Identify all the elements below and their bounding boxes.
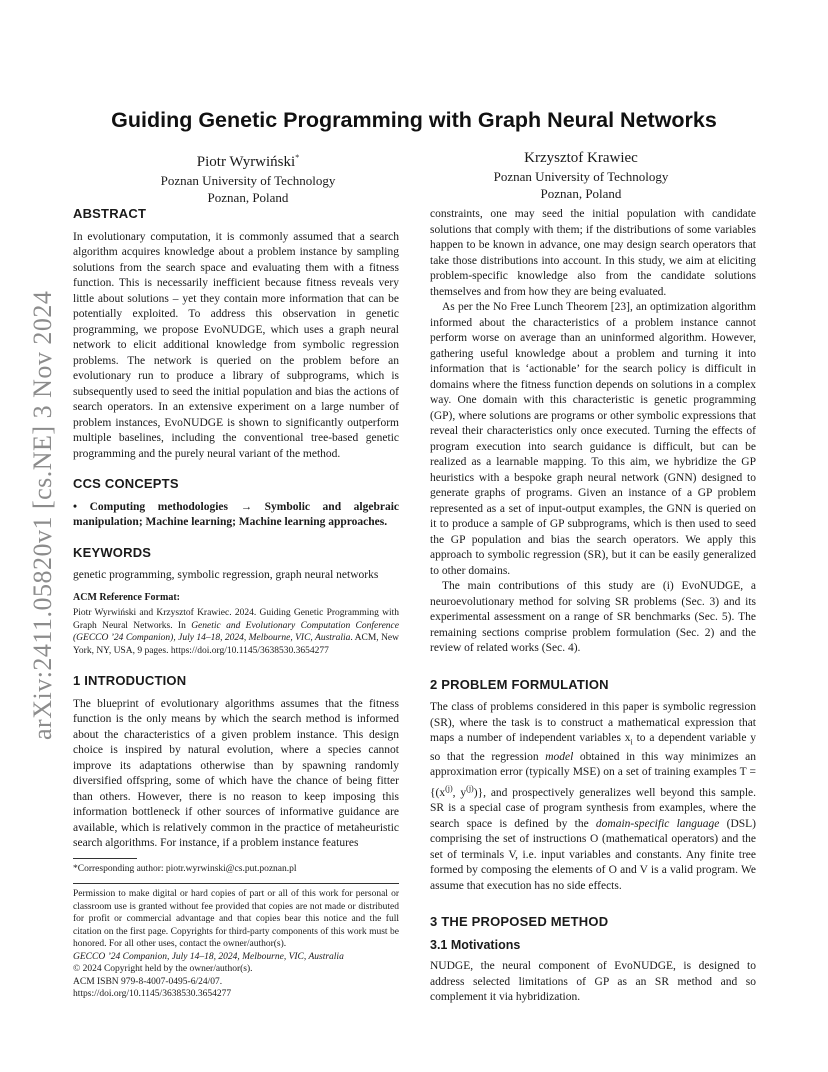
motivations-heading: 3.1 Motivations [430,937,521,952]
introduction-text: The blueprint of evolutionary algorithms assumes that the fitness function is the only means by which the search method is informed about the characteristics of a given problem instance. This design choice is inspired by natural evolution, where a species cannot improve its adaptations otherwise than by spawning randomly diversified offspring, some of which have the chance of being fitter than others. However, there is no reason to keep imposing this information bottleneck if other sources of informative guidance are available, which is relatively common in the practice of metaheuristic search algorithms. For instance, if a problem instance features [73,697,399,849]
ccs-text: • Computing methodologies → Symbolic and algebraic manipulation; Machine learning; Machine learning approaches. [73,500,399,528]
keywords-text: genetic programming, symbolic regression, graph neural networks [73,569,379,581]
permission-rule [73,883,399,884]
author-block-1 [98,148,398,206]
author-name: Krzysztof Krawiec [524,150,638,166]
permission-notice: Permission to make digital or hard copies of part or all of this work for personal or classroom use is granted without fee provided that copies are not made or distributed for profit or commercial advantage and that copies bear this notice and the full citation on the first page. Copyrights for third-party components of this work must be honored. For all other uses, contact the owner/author(s). [73,889,399,949]
problem-formulation-text: The class of problems considered in this paper is symbolic regression (SR), where the task is to construct a mathematical expression that maps a number of independent variables $x_i$ to a dependent variable y so that the regression model obtained in this way minimizes an approximation error (typically MSE) on a set of training examples $T = \{(x^{(j)}$, $y^{(j)}$)}, and prospectively generalizes well beyond this sample. SR is a special case of program synthesis from examples, where the search space is defined by the domain-specific language (DSL) comprising the set of instructions O (mathematical operators) and the set of terminals V, i.e. input variables and constants. Any finite tree formed by composing the elements of O and V is a valid program. We assume that execution has no side effects. [430,701,757,892]
author-location: Poznan, Poland [540,186,622,201]
author-name: Piotr Wyrwiński* [196,153,300,170]
abstract-text: In evolutionary computation, it is commonly assumed that a search algorithm acquires knowledge about a problem instance by sampling solutions from the search space and evaluating them with a fitness function. This is necessarily inefficient because fitness reveals very little about solutions – yet they contain more information that can be potentially exploited. To address this observation in genetic programming, we propose EvoNUDGE, which uses a graph neural network to elicit additional knowledge from symbolic regression problems. The network is queried on the problem before an evolutionary run to produce a library of subprograms, which is subsequently used to seed the initial population and bias the actions of search operators. In an extensive experiment on a large number of problem instances, EvoNUDGE is shown to significantly outperform multiple baselines, including the conventional tree-based genetic programming and the purely neural variant of the method. [73,230,399,460]
author-location: Poznan, Poland [207,190,289,205]
keywords-heading: KEYWORDS [73,544,152,560]
intro-continued-paragraph: constraints, one may seed the initial population with candidate solutions that comply with them; if the distributions of some variables happen to be known in advance, one may design search operators that take those distributions into account. In this study, we aim at eliciting problem-specific knowledge also from the candidate solutions themselves and from how they are being evaluated. [430,208,756,298]
conference-note: GECCO ’24 Companion, July 14–18, 2024, Melbourne, VIC, Australia [73,951,344,962]
left-column [73,206,399,1001]
acm-reference [73,590,399,658]
acm-reference-text: Piotr Wyrwiński and Krzysztof Krawiec. 2024. Guiding Genetic Programming with Graph Neural Networks. In Genetic and Evolutionary Computation Conference (GECCO ’24 Companion), July 14–18, 2024, Melbourne, VIC, Australia. ACM, New York, NY, USA, 9 pages. https://doi.org/10.1145/3638530.3654277 [73,608,400,656]
doi-note: https://doi.org/10.1145/3638530.3654277 [73,989,232,999]
author-affiliation: Poznan University of Technology [493,169,669,184]
corresponding-author-note: *Corresponding author: piotr.wyrwinski@cs.put.poznan.pl [73,863,297,874]
footnote-rule [73,858,137,859]
author-affiliation: Poznan University of Technology [160,173,336,188]
intro-paragraph-2: As per the No Free Lunch Theorem [23], an optimization algorithm informed about the characteristics of a problem instance cannot perform worse on average than an uninformed algorithm. However, gathering useful knowledge about a problem and turning it into information that is ‘actionable’ for the search policy is difficult in domains where the fitness function depends on solutions in a complex way. One domain with this characteristic is genetic programming (GP), where solutions are programs or other symbolic expressions that reveal their characteristics only once executed. Turning the effects of program execution into search guidance is difficult, but can be realized as a learnable mapping. To this aim, we hybridize the GP heuristics with a bespoke graph neural network (GNN) designed to generate graphs of programs. Given an instance of a GP problem represented as a set of input-output examples, the GNN is queried on it to produce a sample of GP subprograms, which is then used to seed the GP population and bias the search operators. We apply this approach to symbolic regression (SR), but it can be easily generalized to other domains. [430,301,756,577]
author-block-2 [431,148,731,202]
intro-paragraph-3: The main contributions of this study are (i) EvoNUDGE, a neuroevolutionary method for solving SR problems (Sec. 3) and its experimental assessment on a range of SR benchmarks (Sec. 5). The remaining sections comprise problem formulation (Sec. 2) and the review of related works (Sec. 4). [430,580,756,654]
problem-formulation-heading: 2 PROBLEM FORMULATION [430,676,609,692]
right-column [430,207,756,1006]
introduction-heading: 1 INTRODUCTION [73,673,187,688]
isbn-note: ACM ISBN 979-8-4007-0495-6/24/07. [73,976,223,987]
motivations-text: NUDGE, the neural component of EvoNUDGE, is designed to address selected limitations of GP as an SR method and so complement it via hybridization. [430,960,756,1004]
proposed-method-heading: 3 THE PROPOSED METHOD [430,914,609,930]
acm-reference-heading: ACM Reference Format: [73,591,180,603]
abstract-heading: ABSTRACT [73,206,147,221]
paper-title: Guiding Genetic Programming with Graph Neural Networks [111,108,717,132]
arxiv-identifier: arXiv:2411.05820v1 [cs.NE] 3 Nov 2024 [28,290,57,740]
copyright-note: © 2024 Copyright held by the owner/author(s). [73,964,253,974]
ccs-heading: CCS CONCEPTS [73,476,179,491]
